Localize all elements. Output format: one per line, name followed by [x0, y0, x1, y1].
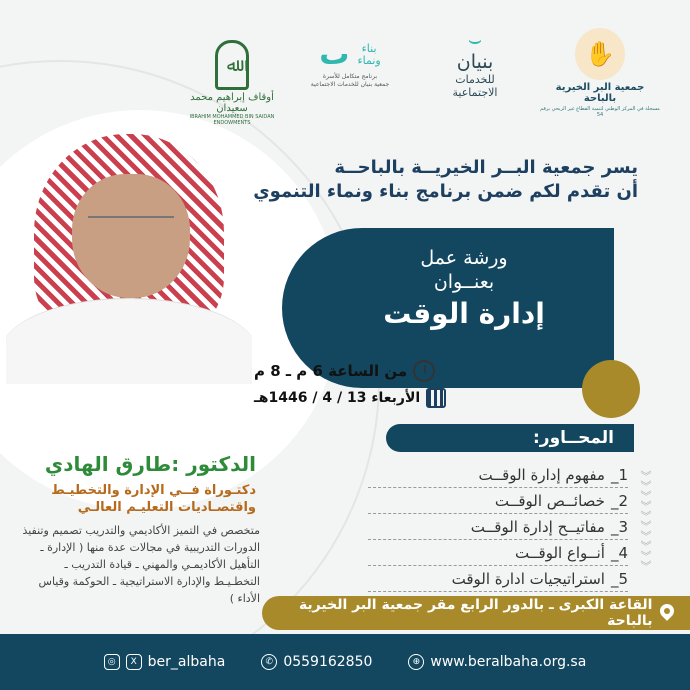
bir-logo-sub: مسجلة في المركز الوطني لتنمية القطاع غير الربحي برقم 54: [540, 106, 660, 118]
workshop-label: ورشة عمل: [420, 247, 508, 269]
social-handle: ber_albaha: [147, 654, 226, 670]
axes-heading: المحــاور:: [386, 424, 634, 452]
website-url: www.beralbaha.org.sa: [430, 654, 587, 670]
footer: [0, 634, 690, 690]
chevron-down-icon: ︾ ︾ ︾ ︾ ︾ ︾ ︾ ︾ ︾ ︾: [640, 470, 652, 573]
x-icon: X: [126, 654, 142, 670]
phone-link[interactable]: [261, 654, 372, 670]
hands-wheat-icon: ✋: [575, 28, 625, 80]
list-item: 3_ مفاتيــح إدارة الوقــت: [368, 514, 628, 540]
bunyan-sub2: الاجتماعية: [452, 86, 498, 100]
list-item: 1_ مفهوم إدارة الوقــت: [368, 462, 628, 488]
awqaf-logo: [182, 40, 282, 126]
phone-number: 0559162850: [283, 654, 373, 670]
list-item: 2_ خصائــص الوقــت: [368, 488, 628, 514]
date-row: [254, 388, 446, 408]
binaa-line2: ونماء: [357, 54, 381, 67]
website-link[interactable]: [408, 654, 586, 670]
speaker-name: الدكتور :طارق الهادي: [44, 452, 256, 476]
venue-text: القاعة الكبرى ـ بالدور الرابع مقر جمعية البر الخيرية بالباحة: [298, 597, 653, 629]
date-text: الأربعاء 13 / 4 / 1446هـ: [254, 390, 421, 406]
calendar-icon: [426, 388, 446, 408]
list-item: 4_ أنــواع الوقــت: [368, 540, 628, 566]
time-text: من الساعة 6 م ـ 8 م: [254, 362, 408, 380]
location-pin-icon: [660, 604, 674, 622]
bunyan-name: بنيان: [456, 51, 494, 73]
speaker-photo: [6, 128, 252, 384]
gold-accent-circle: [582, 360, 640, 418]
bir-logo-name: جمعية البر الخيرية بالباحة: [555, 82, 645, 104]
binaa-line1: بناء: [361, 41, 377, 55]
whatsapp-icon: ✆: [261, 654, 277, 670]
bunyan-logo: [420, 30, 530, 99]
speaker-title: دكتـوراة فــي الإدارة والتخطيـط واقتصـاديات التعليـم العالـي: [51, 483, 256, 515]
venue-banner: [262, 596, 690, 630]
intro-text: [253, 156, 638, 204]
intro-line1: يسر جمعية البــر الخيريــة بالباحــة: [334, 157, 638, 178]
social-link[interactable]: [104, 654, 226, 670]
list-item: 5_ استراتيجيات ادارة الوقت: [368, 566, 628, 592]
bunyan-sub1: للخدمات: [455, 72, 495, 86]
logo-bar: [170, 28, 660, 126]
binaa-sub1: برنامج متكامل للأسرة: [322, 73, 378, 80]
instagram-icon: ◎: [104, 654, 120, 670]
awqaf-logo-english: IBRAHIM MOHAMMED BIN SAIDAN ENDOWMENTS: [189, 114, 275, 126]
binaa-sub2: جمعية بنيان للخدمات الاجتماعية: [310, 80, 390, 88]
binaa-logo: [300, 37, 400, 89]
time-row: [254, 360, 435, 382]
awqaf-logo-arabic: أوقاف إبراهيم محمد سعيدان: [190, 92, 274, 114]
axes-list: [368, 462, 628, 592]
globe-icon: ⊕: [408, 654, 424, 670]
workshop-subtitle-label: بعنــوان: [433, 271, 495, 293]
speaker-bio: متخصص في التميز الأكاديمي والتدريب تصميم وتنفيذ الدورات التدريبية في مجالات عدة منها ( الإدارة ـ التأهيل الأكاديمـي والمهني ـ قيادة التدريب ـ التخطـيـط والإدارة الاستراتيجية ـ الحوكمة وقياس الأداء ): [22, 524, 260, 605]
intro-line2: أن تقدم لكم ضمن برنامج بناء ونماء التنموي: [253, 181, 638, 202]
workshop-title: إدارة الوقت: [383, 297, 545, 330]
bir-logo: [540, 28, 660, 118]
binaa-v-icon: ٮ: [319, 37, 350, 72]
clock-icon: [413, 360, 435, 382]
endowment-seal-icon: ﷲ: [215, 40, 249, 90]
wave-icon: ⌣: [467, 28, 483, 53]
